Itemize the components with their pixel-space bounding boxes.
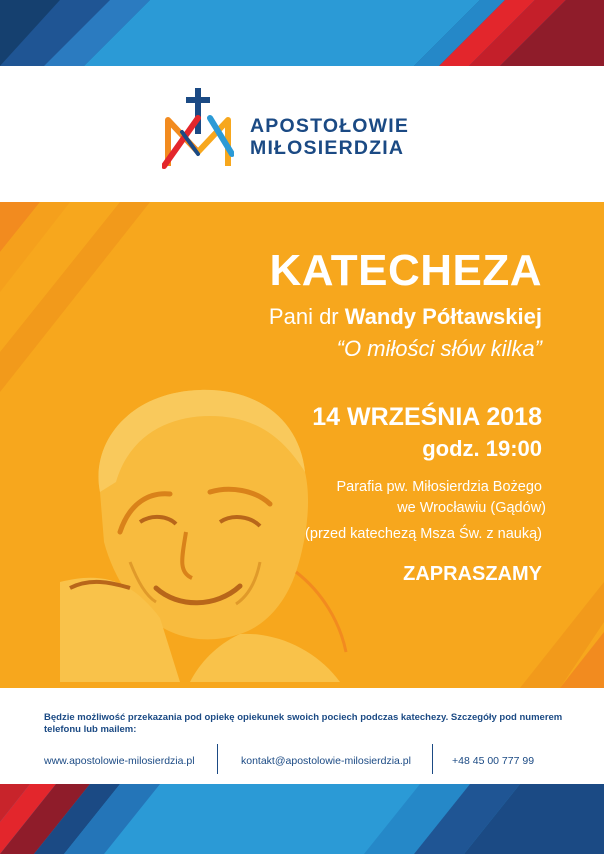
event-place-line-3: (przed katechezą Msza Św. z nauką) (305, 526, 542, 542)
event-date: 14 WRZEŚNIA 2018 (312, 403, 542, 431)
logo-wordmark (250, 115, 409, 159)
logo-line-2: MIŁOSIERDZIA (250, 137, 405, 159)
childcare-notice: Będzie możliwość przekazania pod opiekę opiekunek swoich pociech podczas katechezy. Szczegóły pod numerem telefonu lub mailem: (44, 712, 563, 735)
speaker-name: Wandy Półtawskiej (344, 304, 542, 329)
event-place-line-1: Parafia pw. Miłosierdzia Bożego (336, 479, 542, 495)
top-stripe-band (0, 0, 604, 66)
footer-divider (432, 744, 433, 774)
event-panel (0, 202, 604, 688)
logo-line-1: APOSTOŁOWIE (250, 115, 410, 137)
event-time: godz. 19:00 (422, 436, 542, 461)
event-invite: ZAPRASZAMY (403, 563, 542, 585)
event-place-line-2: we Wrocławiu (Gądów) (397, 500, 546, 516)
logo-header (0, 66, 604, 202)
cross-and-m-logo-icon (162, 88, 234, 172)
speaker-prefix: Pani dr (268, 304, 345, 329)
email-link[interactable]: kontakt@apostolowie-milosierdzia.pl (241, 755, 411, 767)
bottom-stripe-band (0, 784, 604, 854)
website-link[interactable]: www.apostolowie-milosierdzia.pl (44, 755, 195, 767)
event-speaker (269, 304, 542, 330)
footer-info (0, 688, 604, 784)
phone-number[interactable]: +48 45 00 777 99 (452, 755, 535, 767)
event-subtitle: “O miłości słów kilka” (336, 336, 542, 361)
footer-divider (217, 744, 218, 774)
event-title: KATECHEZA (269, 246, 542, 295)
